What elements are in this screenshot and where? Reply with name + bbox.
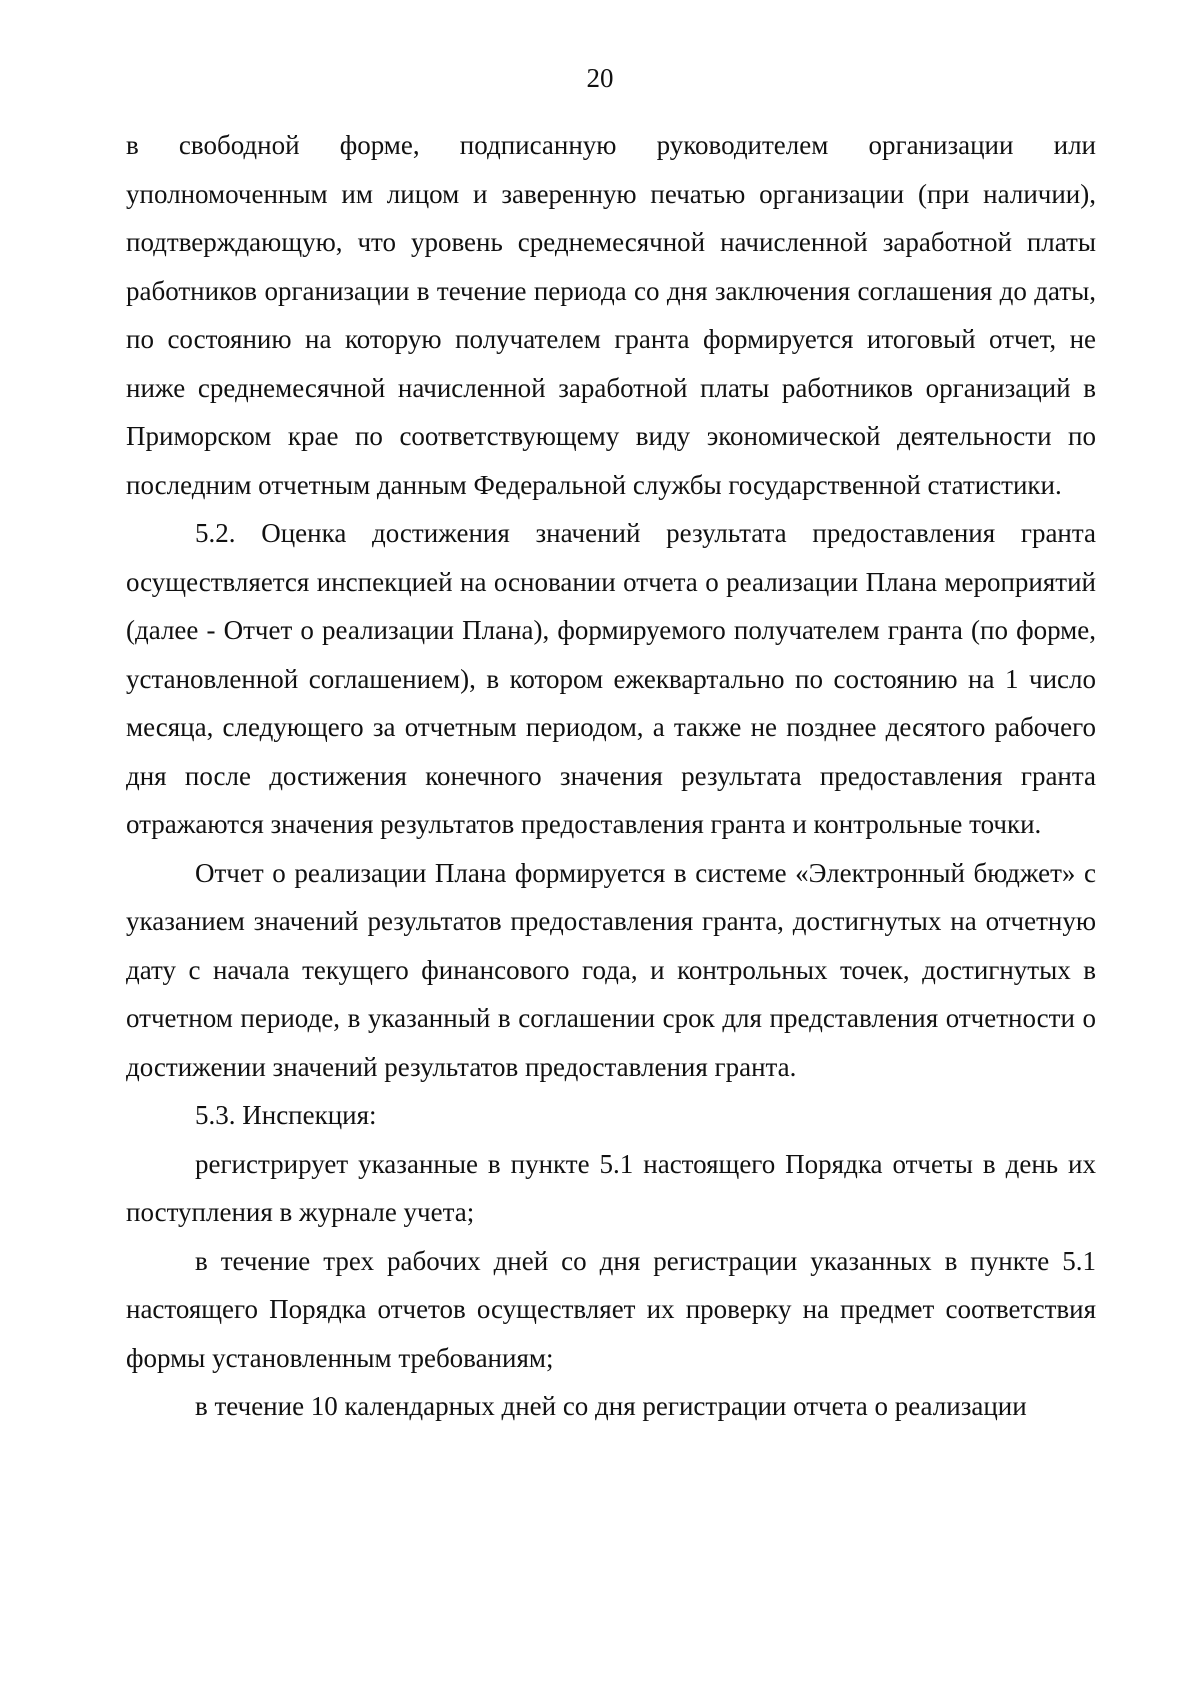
paragraph-5-3-heading: 5.3. Инспекция: (195, 1100, 377, 1130)
paragraph-report-system: Отчет о реализации Плана формируется в системе «Электронный бюджет» с указанием значений результатов предоставления гранта, достигнутых на отчетную дату с начала текущего финансового года, и контрольных точек, достигнутых в отчетном периоде, в указанный в соглашении срок для представления отчетности о достижении значений результатов предоставления гранта. (126, 857, 1096, 1082)
paragraph-5-2: 5.2. Оценка достижения значений результата предоставления гранта осуществляется инспекцией на основании отчета о реализации Плана мероприятий (далее - Отчет о реализации Плана), формируемого получателем гранта (по форме, установленной соглашением), в котором ежеквартально по состоянию на 1 число месяца, следующего за отчетным периодом, а также не позднее десятого рабочего дня после достижения конечного значения результата предоставления гранта отражаются значения результатов предоставления гранта и контрольные точки. (126, 518, 1096, 839)
paragraph-ten-days: в течение 10 календарных дней со дня регистрации отчета о реализации (195, 1391, 1027, 1421)
document-body (126, 121, 1096, 1431)
paragraph-registers: регистрирует указанные в пункте 5.1 настоящего Порядка отчеты в день их поступления в журнале учета; (126, 1148, 1096, 1227)
paragraph-continuation: в свободной форме, подписанную руководителем организации или уполномоченным им лицом и заверенную печатью организации (при наличии), подтверждающую, что уровень среднемесячной начисленной заработной платы работников организации в течение периода со дня заключения соглашения до даты, по состоянию на которую получателем гранта формируется итоговый отчет, не ниже среднемесячной начисленной заработной платы работников организаций в Приморском крае по соответствующему виду экономической деятельности по последним отчетным данным Федеральной службы государственной статистики. (126, 130, 1096, 500)
page-number: 20 (586, 63, 614, 93)
paragraph-checks: в течение трех рабочих дней со дня регистрации указанных в пункте 5.1 настоящего Порядка отчетов осуществляет их проверку на предмет соответствия формы установленным требованиям; (126, 1245, 1096, 1373)
